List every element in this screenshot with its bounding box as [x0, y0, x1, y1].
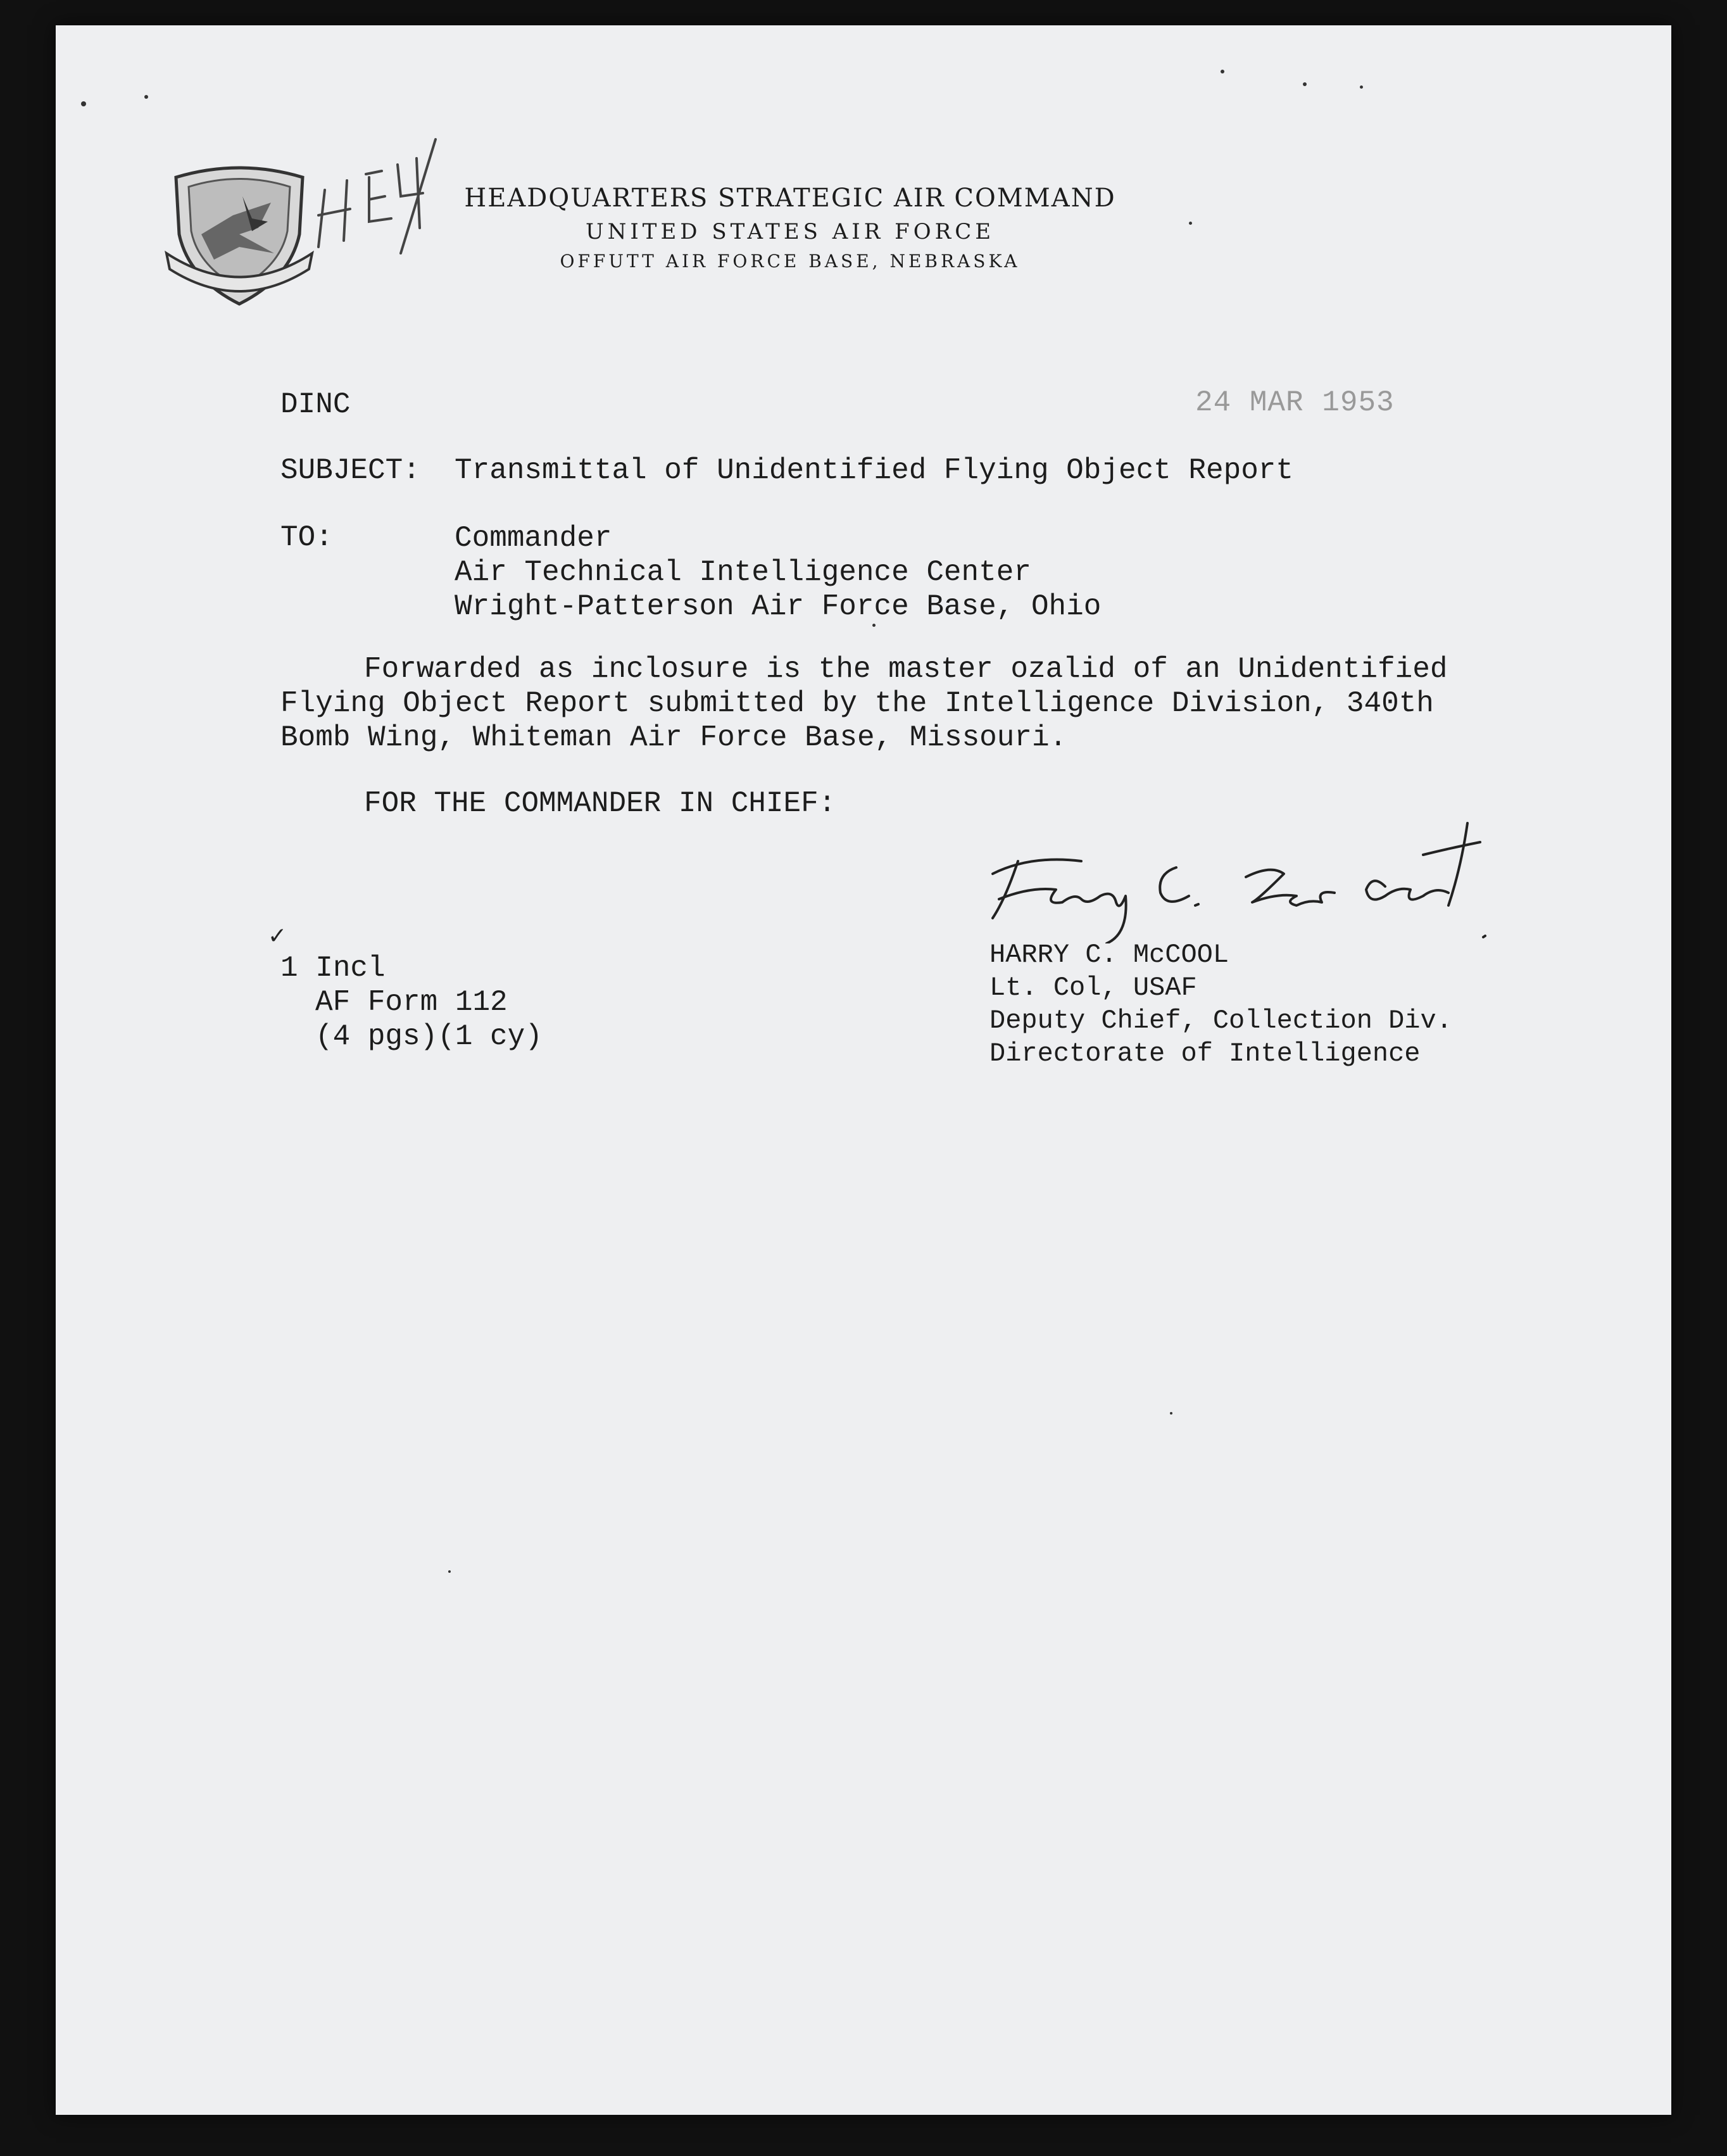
scan-speck — [1360, 85, 1363, 89]
signer-office: Directorate of Intelligence — [989, 1038, 1421, 1069]
sac-emblem — [163, 158, 315, 310]
address-line: Wright-Patterson Air Force Base, Ohio — [455, 590, 1102, 623]
body-line: Flying Object Report submitted by the Intelligence Division, 340th — [280, 687, 1434, 720]
inclosure-line: (4 pgs)(1 cy) — [315, 1020, 543, 1053]
letterhead-line-1: HEADQUARTERS STRATEGIC AIR COMMAND — [464, 184, 1116, 213]
closing-line: FOR THE COMMANDER IN CHIEF: — [364, 787, 836, 820]
inclosure-line: 1 Incl — [280, 952, 386, 985]
handwritten-signature — [980, 817, 1550, 943]
signer-title: Deputy Chief, Collection Div. — [989, 1006, 1452, 1036]
scan-speck — [1170, 1412, 1172, 1415]
to-label: TO: — [280, 521, 333, 554]
letterhead-line-2: UNITED STATES AIR FORCE — [585, 219, 995, 244]
scan-speck — [1221, 70, 1224, 73]
signer-rank: Lt. Col, USAF — [989, 973, 1197, 1003]
scan-speck — [1189, 222, 1192, 225]
office-symbol: DINC — [280, 388, 351, 421]
letterhead — [410, 184, 1170, 272]
subject-label: SUBJECT: — [280, 454, 420, 487]
inclosure-line: AF Form 112 — [315, 986, 508, 1019]
scan-speck — [448, 1570, 451, 1573]
subject-text: Transmittal of Unidentified Flying Object Report — [455, 454, 1294, 487]
check-mark-icon: ✓ — [268, 923, 287, 949]
scan-speck — [872, 624, 876, 627]
body-line: Bomb Wing, Whiteman Air Force Base, Missouri. — [280, 721, 1067, 754]
body-line: Forwarded as inclosure is the master ozalid of an Unidentified — [364, 653, 1448, 686]
scan-speck — [144, 95, 148, 99]
date-stamp: 24 MAR 1953 — [1195, 386, 1395, 419]
address-line: Commander — [455, 522, 612, 555]
scan-speck — [1303, 82, 1307, 86]
document-page — [56, 25, 1671, 2115]
signer-name: HARRY C. McCOOL — [989, 940, 1229, 970]
scan-speck — [81, 101, 86, 106]
letterhead-line-3: OFFUTT AIR FORCE BASE, NEBRASKA — [560, 251, 1020, 272]
address-line: Air Technical Intelligence Center — [455, 556, 1031, 589]
